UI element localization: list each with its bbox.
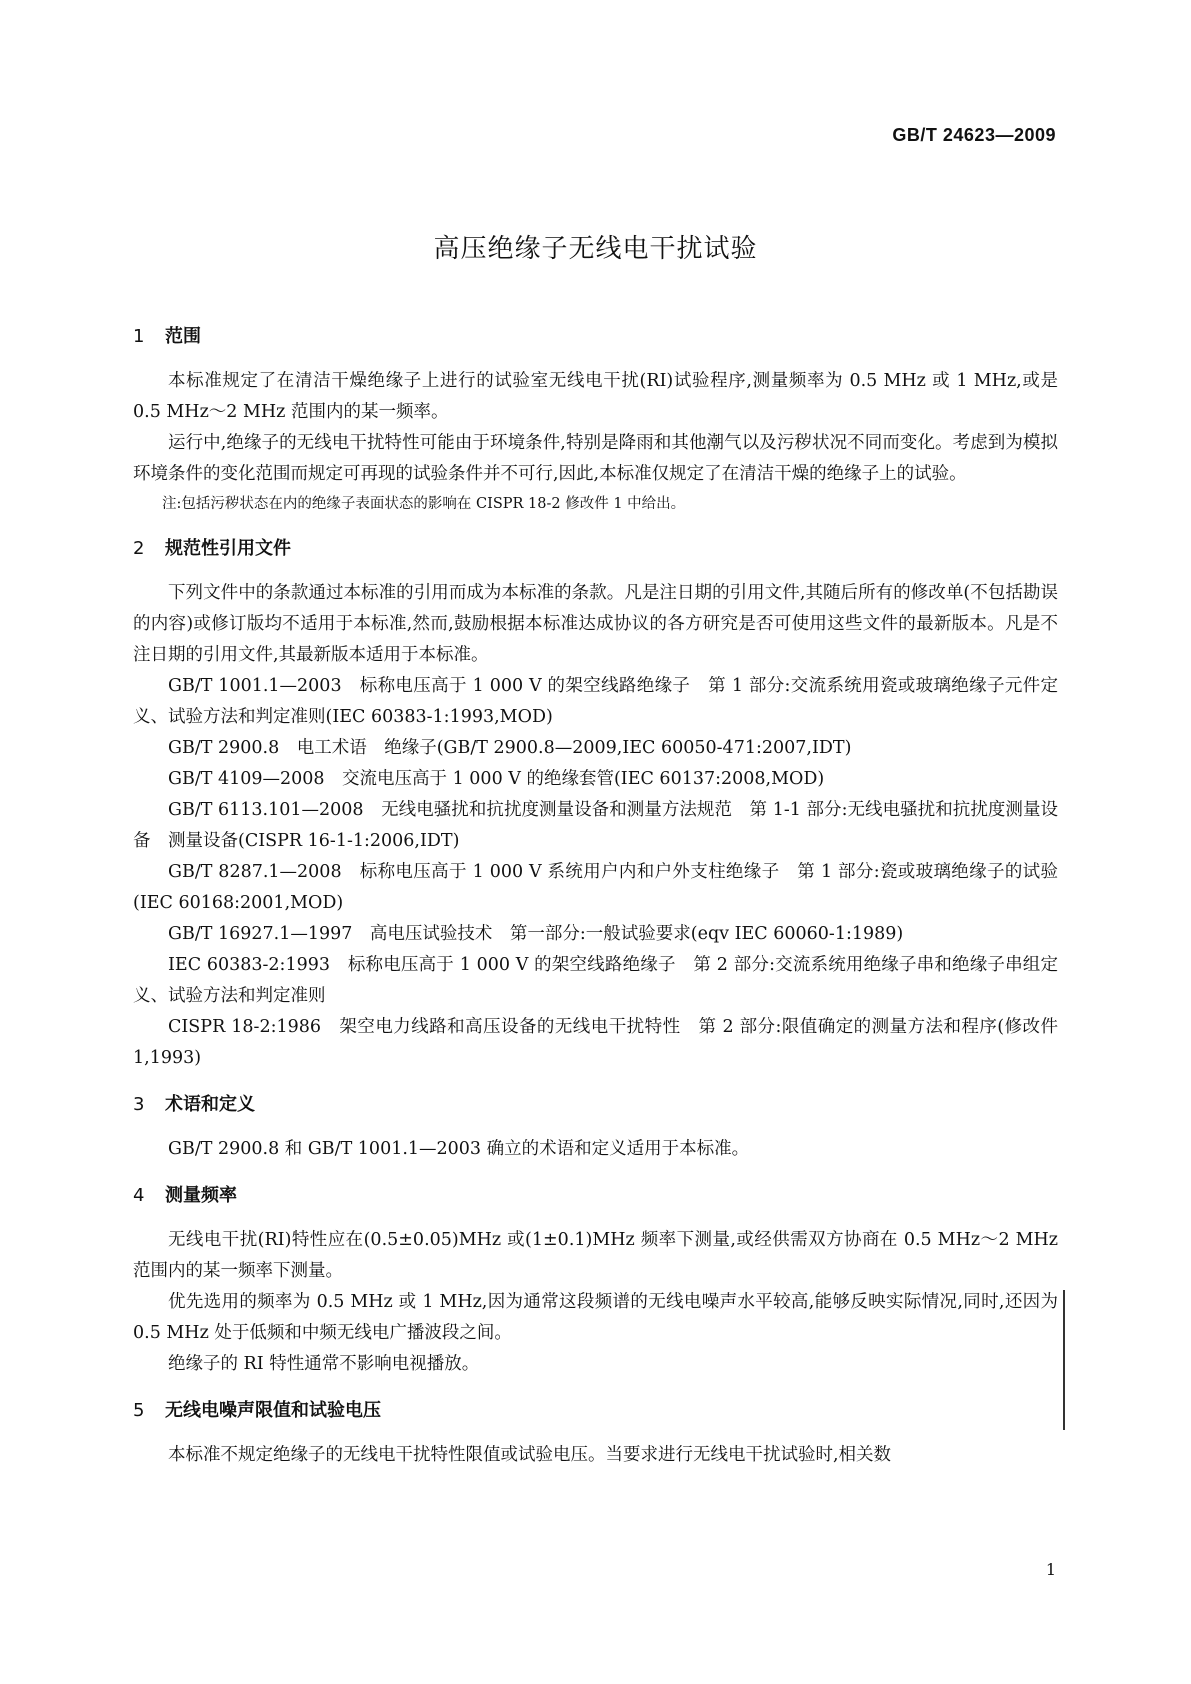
section-number: 1 (133, 326, 145, 347)
section-heading (133, 532, 1058, 566)
paragraph: 绝缘子的 RI 特性通常不影响电视播放。 (168, 1354, 480, 1374)
section-measurement-frequency (133, 1179, 1058, 1380)
paragraph: GB/T 2900.8 和 GB/T 1001.1—2003 确立的术语和定义适用于本标准。 (168, 1139, 750, 1159)
paragraph: 优先选用的频率为 0.5 MHz 或 1 MHz,因为通常这段频谱的无线电噪声水平较高,能够反映实际情况,同时,还因为 0.5 MHz 处于低频和中频无线电广播波段之间。 (133, 1292, 1058, 1343)
reference-item: GB/T 8287.1—2008 标称电压高于 1 000 V 系统用户内和户外支柱绝缘子 第 1 部分:瓷或玻璃绝缘子的试验(IEC 60168:2001,MOD) (133, 862, 1058, 913)
reference-item: GB/T 2900.8 电工术语 绝缘子(GB/T 2900.8—2009,IEC 60050-471:2007,IDT) (168, 738, 852, 758)
document-title: 高压绝缘子无线电干扰试验 (433, 234, 758, 264)
section-heading (133, 1394, 1058, 1428)
section-terms-and-definitions (133, 1088, 1058, 1165)
revision-change-bar (1063, 1290, 1065, 1430)
section-heading (133, 1179, 1058, 1213)
section-number: 4 (133, 1185, 145, 1206)
section-title: 无线电噪声限值和试验电压 (165, 1400, 381, 1421)
reference-item: GB/T 1001.1—2003 标称电压高于 1 000 V 的架空线路绝缘子 第 1 部分:交流系统用瓷或玻璃绝缘子元件定义、试验方法和判定准则(IEC 60383-1:1993,MOD) (133, 676, 1058, 727)
section-title: 术语和定义 (165, 1094, 255, 1115)
document-body (133, 320, 1058, 1485)
reference-item: IEC 60383-2:1993 标称电压高于 1 000 V 的架空线路绝缘子 第 2 部分:交流系统用绝缘子串和绝缘子串组定义、试验方法和判定准则 (133, 955, 1058, 1006)
section-scope (133, 320, 1058, 518)
reference-item: CISPR 18-2:1986 架空电力线路和高压设备的无线电干扰特性 第 2 部分:限值确定的测量方法和程序(修改件 1,1993) (133, 1017, 1058, 1068)
section-noise-limits (133, 1394, 1058, 1471)
reference-item: GB/T 4109—2008 交流电压高于 1 000 V 的绝缘套管(IEC 60137:2008,MOD) (168, 769, 825, 789)
section-heading (133, 1088, 1058, 1122)
section-title: 测量频率 (165, 1185, 237, 1206)
reference-item: GB/T 6113.101—2008 无线电骚扰和抗扰度测量设备和测量方法规范 第 1-1 部分:无线电骚扰和抗扰度测量设备 测量设备(CISPR 16-1-1:2006,IDT) (133, 800, 1058, 851)
section-title: 规范性引用文件 (165, 538, 291, 559)
section-number: 2 (133, 538, 145, 559)
paragraph: 本标准不规定绝缘子的无线电干扰特性限值或试验电压。当要求进行无线电干扰试验时,相关数 (168, 1445, 892, 1465)
reference-item: GB/T 16927.1—1997 高电压试验技术 第一部分:一般试验要求(eqv IEC 60060-1:1989) (168, 924, 904, 944)
section-number: 3 (133, 1094, 145, 1115)
page-number: 1 (1045, 1560, 1056, 1579)
section-heading (133, 320, 1058, 354)
paragraph: 下列文件中的条款通过本标准的引用而成为本标准的条款。凡是注日期的引用文件,其随后所有的修改单(不包括勘误的内容)或修订版均不适用于本标准,然而,鼓励根据本标准达成协议的各方研究是否可使用这些文件的最新版本。凡是不注日期的引用文件,其最新版本适用于本标准。 (133, 583, 1058, 665)
paragraph: 本标准规定了在清洁干燥绝缘子上进行的试验室无线电干扰(RI)试验程序,测量频率为 0.5 MHz 或 1 MHz,或是 0.5 MHz～2 MHz 范围内的某一频率。 (133, 371, 1058, 422)
section-title: 范围 (165, 326, 201, 347)
section-number: 5 (133, 1400, 145, 1421)
paragraph: 无线电干扰(RI)特性应在(0.5±0.05)MHz 或(1±0.1)MHz 频率下测量,或经供需双方协商在 0.5 MHz～2 MHz 范围内的某一频率下测量。 (133, 1230, 1058, 1281)
section-normative-references (133, 532, 1058, 1074)
standard-code-header: GB/T 24623—2009 (892, 125, 1056, 145)
note: 注:包括污秽状态在内的绝缘子表面状态的影响在 CISPR 18-2 修改件 1 中给出。 (162, 496, 686, 512)
paragraph: 运行中,绝缘子的无线电干扰特性可能由于环境条件,特别是降雨和其他潮气以及污秽状况不同而变化。考虑到为模拟环境条件的变化范围而规定可再现的试验条件并不可行,因此,本标准仅规定了在清洁干燥的绝缘子上的试验。 (133, 433, 1058, 484)
